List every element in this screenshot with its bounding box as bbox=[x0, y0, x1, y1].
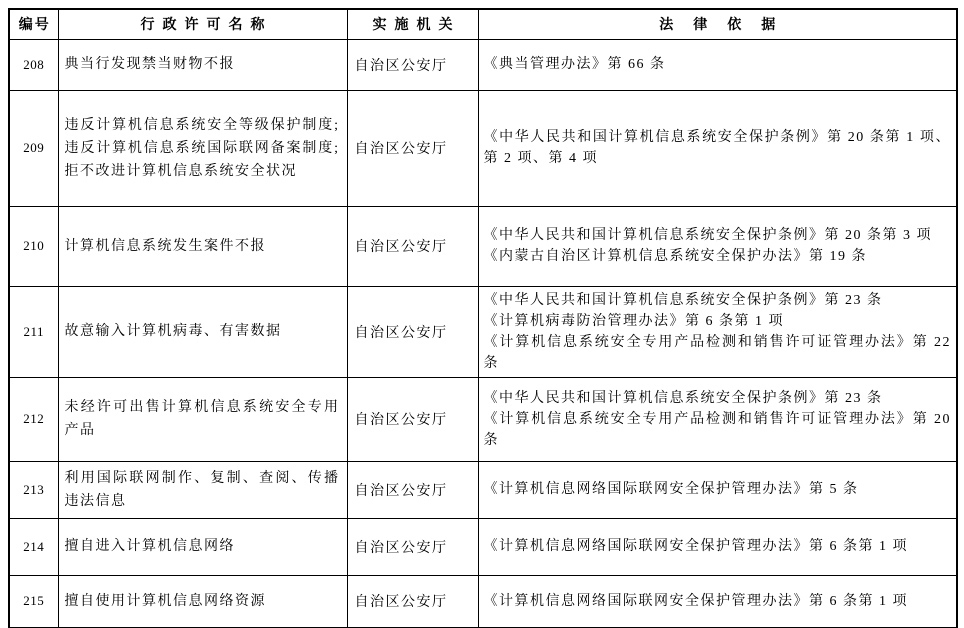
legal-basis bbox=[478, 286, 957, 377]
legal-line: 《计算机信息网络国际联网安全保护管理办法》第 6 条第 1 项 bbox=[483, 539, 908, 554]
license-name: 计算机信息系统发生案件不报 bbox=[58, 206, 347, 286]
row-id: 212 bbox=[9, 377, 58, 461]
table-row bbox=[9, 90, 957, 206]
agency: 自治区公安厅 bbox=[347, 39, 478, 90]
table-body bbox=[9, 39, 957, 628]
agency: 自治区公安厅 bbox=[347, 286, 478, 377]
legal-basis bbox=[478, 518, 957, 575]
header-cell-agency bbox=[347, 9, 478, 39]
legal-line: 《中华人民共和国计算机信息系统安全保护条例》第 23 条 bbox=[483, 292, 883, 308]
legal-line: 《中华人民共和国计算机信息系统安全保护条例》第 23 条 bbox=[483, 390, 883, 406]
legal-basis bbox=[478, 575, 957, 628]
legal-line: 《典当管理办法》第 66 条 bbox=[483, 57, 666, 72]
row-id: 210 bbox=[9, 206, 58, 286]
legal-line: 《计算机病毒防治管理办法》第 6 条第 1 项 bbox=[483, 313, 784, 329]
agency: 自治区公安厅 bbox=[347, 461, 478, 518]
header-cell-id bbox=[9, 9, 58, 39]
header-row bbox=[9, 9, 957, 39]
row-id: 209 bbox=[9, 90, 58, 206]
row-id: 211 bbox=[9, 286, 58, 377]
table-row bbox=[9, 286, 957, 377]
legal-basis bbox=[478, 461, 957, 518]
legal-line: 《计算机信息网络国际联网安全保护管理办法》第 5 条 bbox=[483, 482, 859, 497]
table-row bbox=[9, 206, 957, 286]
header-cell-name bbox=[58, 9, 347, 39]
legal-line: 《计算机信息网络国际联网安全保护管理办法》第 6 条第 1 项 bbox=[483, 593, 908, 609]
table-header bbox=[9, 9, 957, 39]
license-name: 未经许可出售计算机信息系统安全专用产品 bbox=[58, 377, 347, 461]
regulation-table bbox=[8, 8, 958, 628]
license-name: 故意输入计算机病毒、有害数据 bbox=[58, 286, 347, 377]
legal-line: 《中华人民共和国计算机信息系统安全保护条例》第 20 条第 1 项、第 2 项、第 4 项 bbox=[483, 130, 951, 166]
legal-line: 《计算机信息系统安全专用产品检测和销售许可证管理办法》第 20 条 bbox=[483, 411, 951, 448]
agency: 自治区公安厅 bbox=[347, 206, 478, 286]
row-id: 208 bbox=[9, 39, 58, 90]
agency: 自治区公安厅 bbox=[347, 90, 478, 206]
header-cell-legal bbox=[478, 9, 957, 39]
license-name: 利用国际联网制作、复制、查阅、传播违法信息 bbox=[58, 461, 347, 518]
table-row bbox=[9, 461, 957, 518]
legal-basis bbox=[478, 206, 957, 286]
legal-basis bbox=[478, 90, 957, 206]
license-name: 擅自进入计算机信息网络 bbox=[58, 518, 347, 575]
legal-line: 《计算机信息系统安全专用产品检测和销售许可证管理办法》第 22 条 bbox=[483, 334, 951, 371]
header-label-name: 行政许可名称 bbox=[140, 18, 273, 34]
license-name: 典当行发现禁当财物不报 bbox=[58, 39, 347, 90]
row-id: 215 bbox=[9, 575, 58, 628]
header-label-legal: 法律依据 bbox=[659, 18, 796, 34]
legal-basis bbox=[478, 39, 957, 90]
row-id: 214 bbox=[9, 518, 58, 575]
agency: 自治区公安厅 bbox=[347, 518, 478, 575]
license-name: 违反计算机信息系统安全等级保护制度;违反计算机信息系统国际联网备案制度;拒不改进计算机信息系统安全状况 bbox=[58, 90, 347, 206]
row-id: 213 bbox=[9, 461, 58, 518]
license-name: 擅自使用计算机信息网络资源 bbox=[58, 575, 347, 628]
legal-line: 《内蒙古自治区计算机信息系统安全保护办法》第 19 条 bbox=[483, 249, 867, 264]
legal-line: 《中华人民共和国计算机信息系统安全保护条例》第 20 条第 3 项 bbox=[483, 228, 932, 243]
table-row bbox=[9, 518, 957, 575]
table-row bbox=[9, 575, 957, 628]
table-row bbox=[9, 377, 957, 461]
agency: 自治区公安厅 bbox=[347, 575, 478, 628]
table-row bbox=[9, 39, 957, 90]
legal-basis bbox=[478, 377, 957, 461]
header-label-agency: 实施机关 bbox=[372, 18, 461, 34]
agency: 自治区公安厅 bbox=[347, 377, 478, 461]
header-label-id: 编号 bbox=[18, 18, 51, 34]
